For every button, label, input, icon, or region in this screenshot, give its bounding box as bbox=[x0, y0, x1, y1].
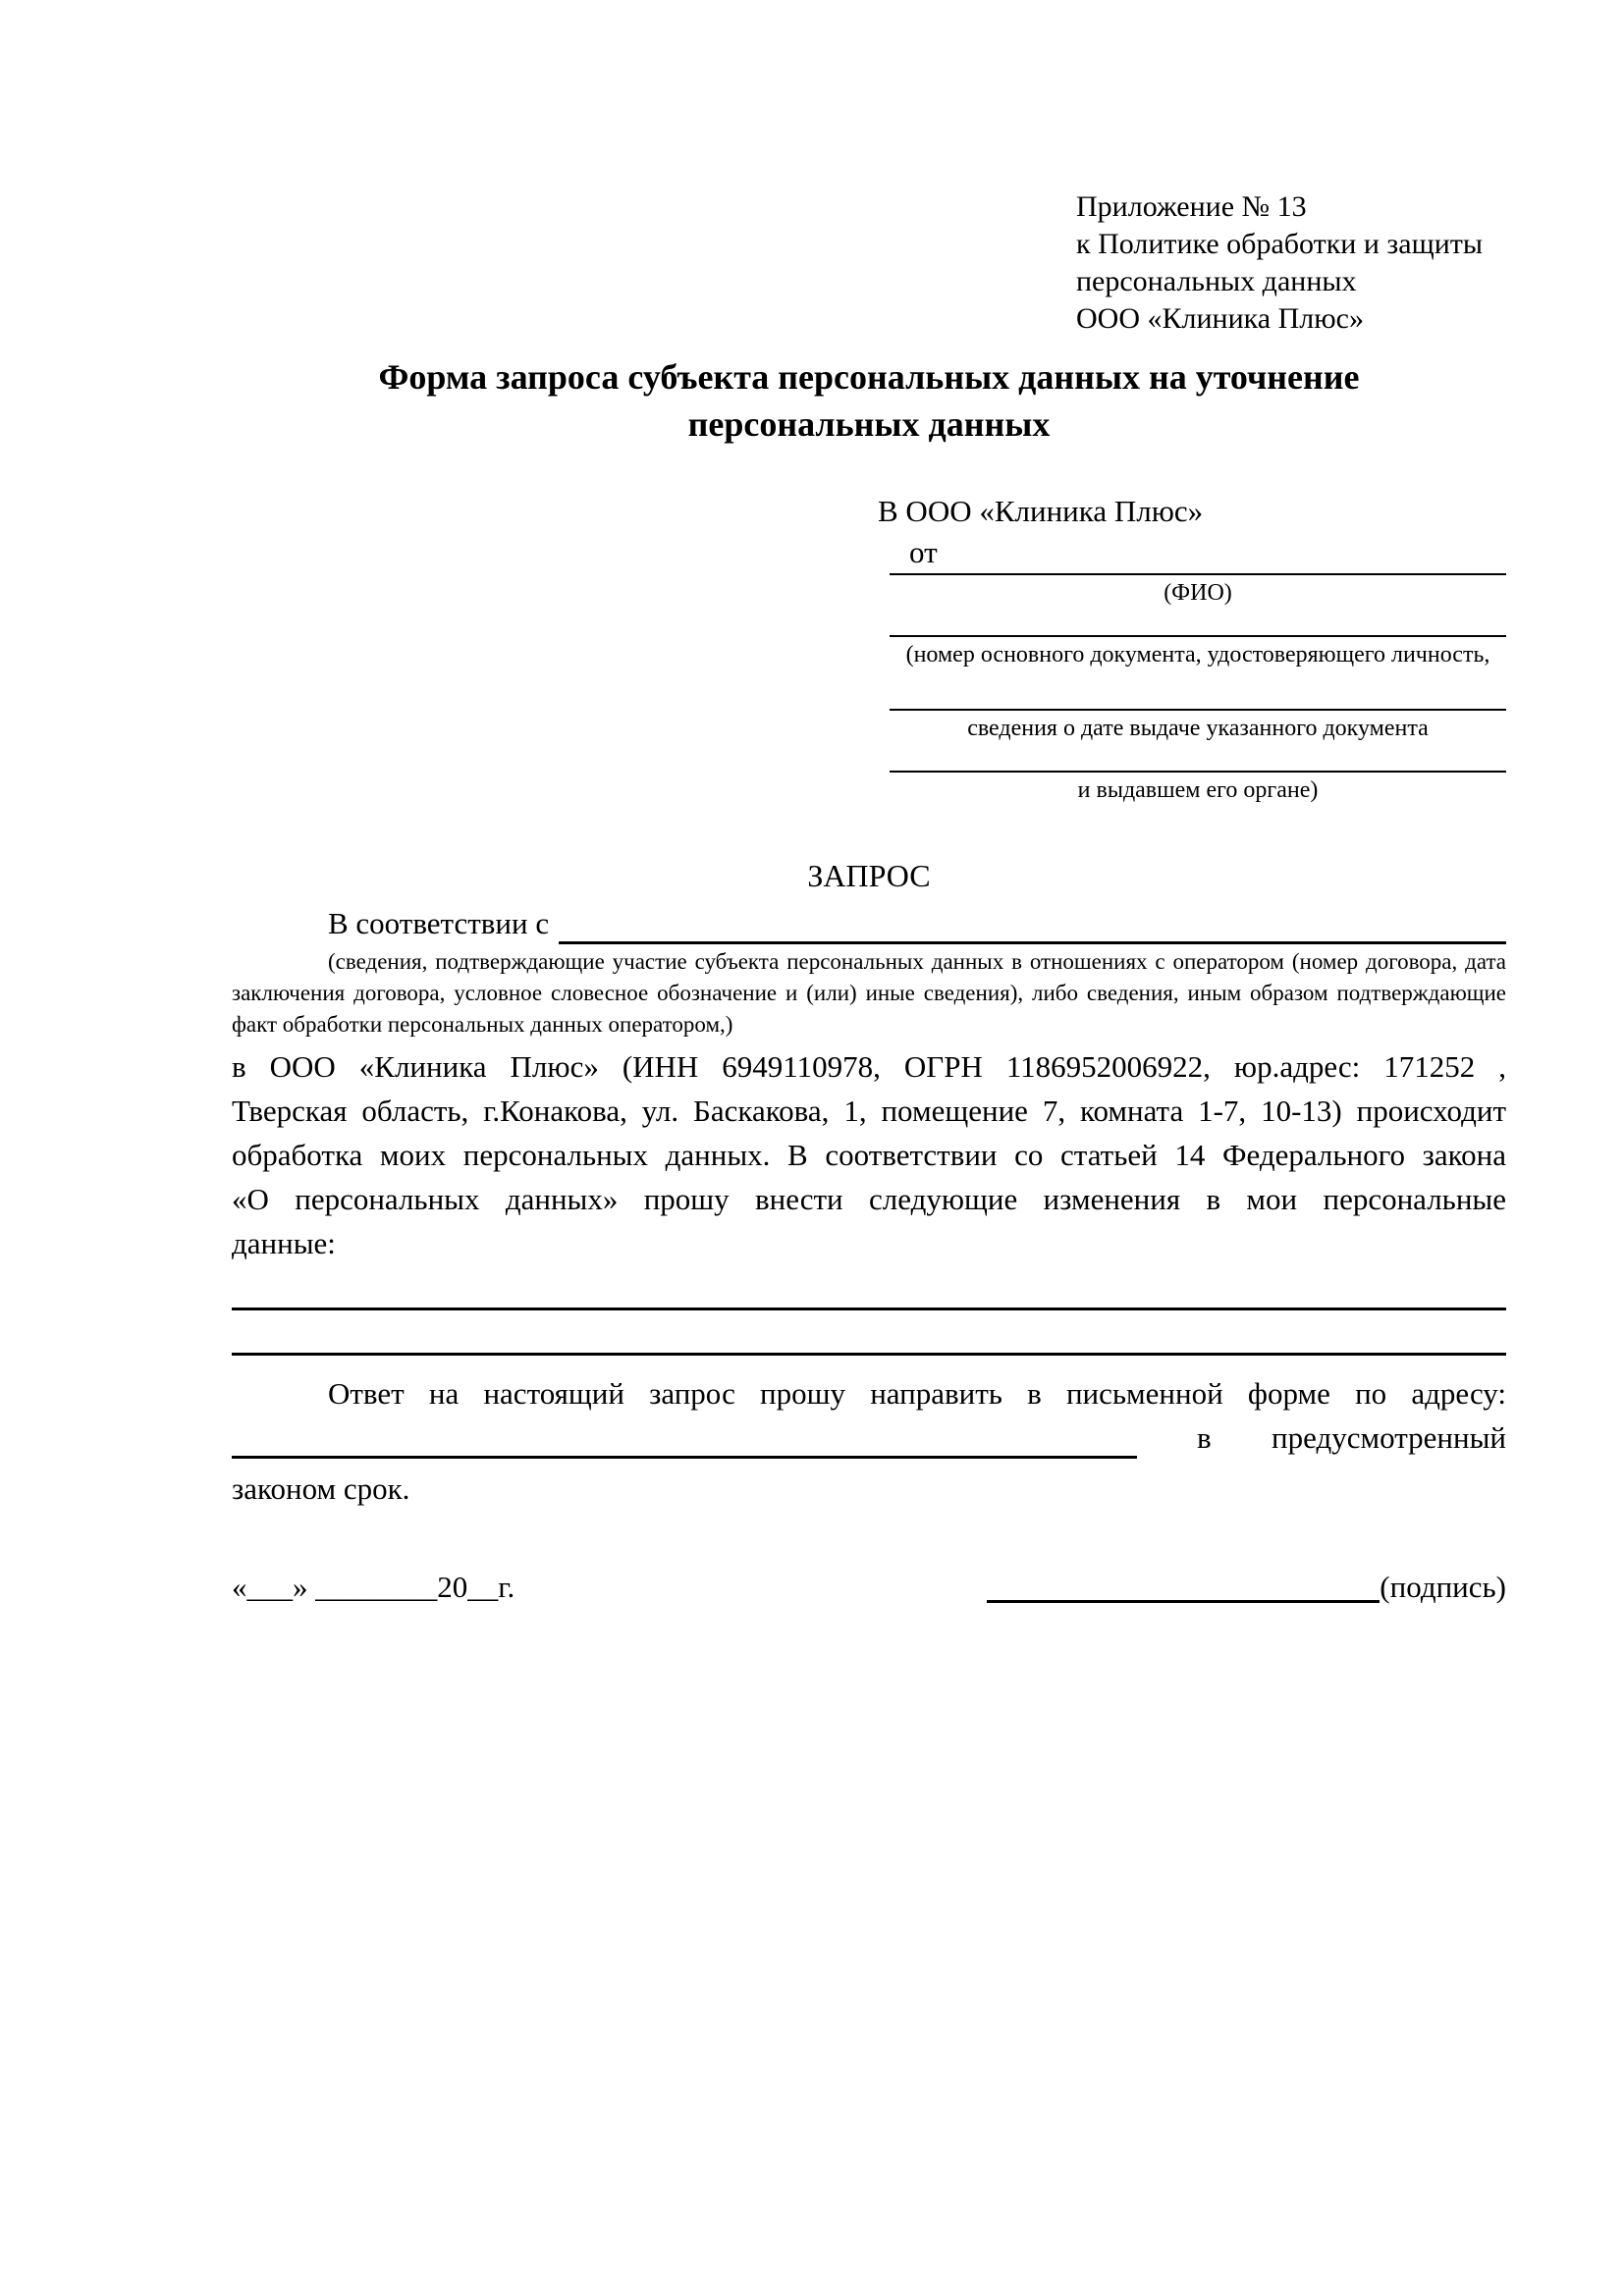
issue-date-field bbox=[232, 709, 1506, 743]
annex-line: ООО «Клиника Плюс» bbox=[1076, 302, 1364, 335]
accordance-label: В соответствии с bbox=[328, 906, 550, 940]
signature-group bbox=[987, 1568, 1506, 1607]
footer-row bbox=[232, 1568, 1506, 1607]
document-title-line: Форма запроса субъекта персональных данных на уточнение bbox=[378, 357, 1360, 397]
document-content bbox=[232, 0, 1506, 1607]
document-number-caption: (номер основного документа, удостоверяющего личность, bbox=[905, 642, 1490, 667]
fio-caption: (ФИО) bbox=[1164, 580, 1232, 606]
amendments-write-line-1[interactable] bbox=[232, 1265, 1506, 1310]
date-write-line[interactable]: «___» ________20__г. bbox=[232, 1570, 515, 1604]
addressee-organization: В ООО «Клиника Плюс» bbox=[878, 494, 1204, 528]
signature-caption: (подпись) bbox=[1380, 1570, 1506, 1604]
response-word: в bbox=[1196, 1420, 1212, 1455]
request-heading: ЗАПРОС bbox=[807, 858, 931, 893]
document-number-field bbox=[232, 635, 1506, 669]
signature-write-line[interactable] bbox=[987, 1574, 1380, 1603]
response-address-write-line[interactable] bbox=[232, 1425, 1137, 1459]
from-label: от bbox=[909, 535, 938, 569]
issuing-authority-caption: и выдавшем его органе) bbox=[1077, 777, 1319, 803]
annex-line: Приложение № 13 bbox=[1076, 190, 1307, 223]
document-title bbox=[232, 353, 1506, 448]
accordance-write-line[interactable] bbox=[559, 909, 1506, 944]
annex-line: персональных данных bbox=[1076, 265, 1357, 297]
response-end: законом срок. bbox=[232, 1471, 410, 1506]
document-title-line: персональных данных bbox=[687, 404, 1051, 444]
fio-field bbox=[232, 573, 1506, 608]
annex-block bbox=[1076, 188, 1506, 338]
accordance-note: (сведения, подтверждающие участие субъекта персональных данных в отношениях с оператором (номер договора, дата заключения договора, условное словесное обозначение и (или) иные сведения), либо сведения, иным образом подтверждающие факт обработки персональных данных оператором,) bbox=[232, 949, 1506, 1037]
response-address-row bbox=[232, 1417, 1506, 1459]
amendments-write-line-2[interactable] bbox=[232, 1310, 1506, 1356]
issuing-authority-field bbox=[232, 771, 1506, 805]
annex-line: к Политике обработки и защиты bbox=[1076, 228, 1484, 260]
issue-date-caption: сведения о дате выдаче указанного документа bbox=[967, 716, 1429, 741]
accordance-row bbox=[232, 903, 1506, 944]
response-intro: Ответ на настоящий запрос прошу направить в письменной форме по адресу: bbox=[328, 1376, 1506, 1411]
body-paragraph: в ООО «Клиника Плюс» (ИНН 6949110978, ОГРН 1186952006922, юр.адрес: 171252 , Тверская область, г.Конакова, ул. Баскакова, 1, помещение 7, комната 1-7, 10-13) происходит обработка моих персональных данных. В соответствии со статьей 14 Федерального закона «О персональных данных» прошу внести следующие изменения в мои персональные данные: bbox=[232, 1049, 1506, 1260]
addressee-block bbox=[232, 491, 1506, 573]
response-word: предусмотренный bbox=[1272, 1420, 1506, 1455]
